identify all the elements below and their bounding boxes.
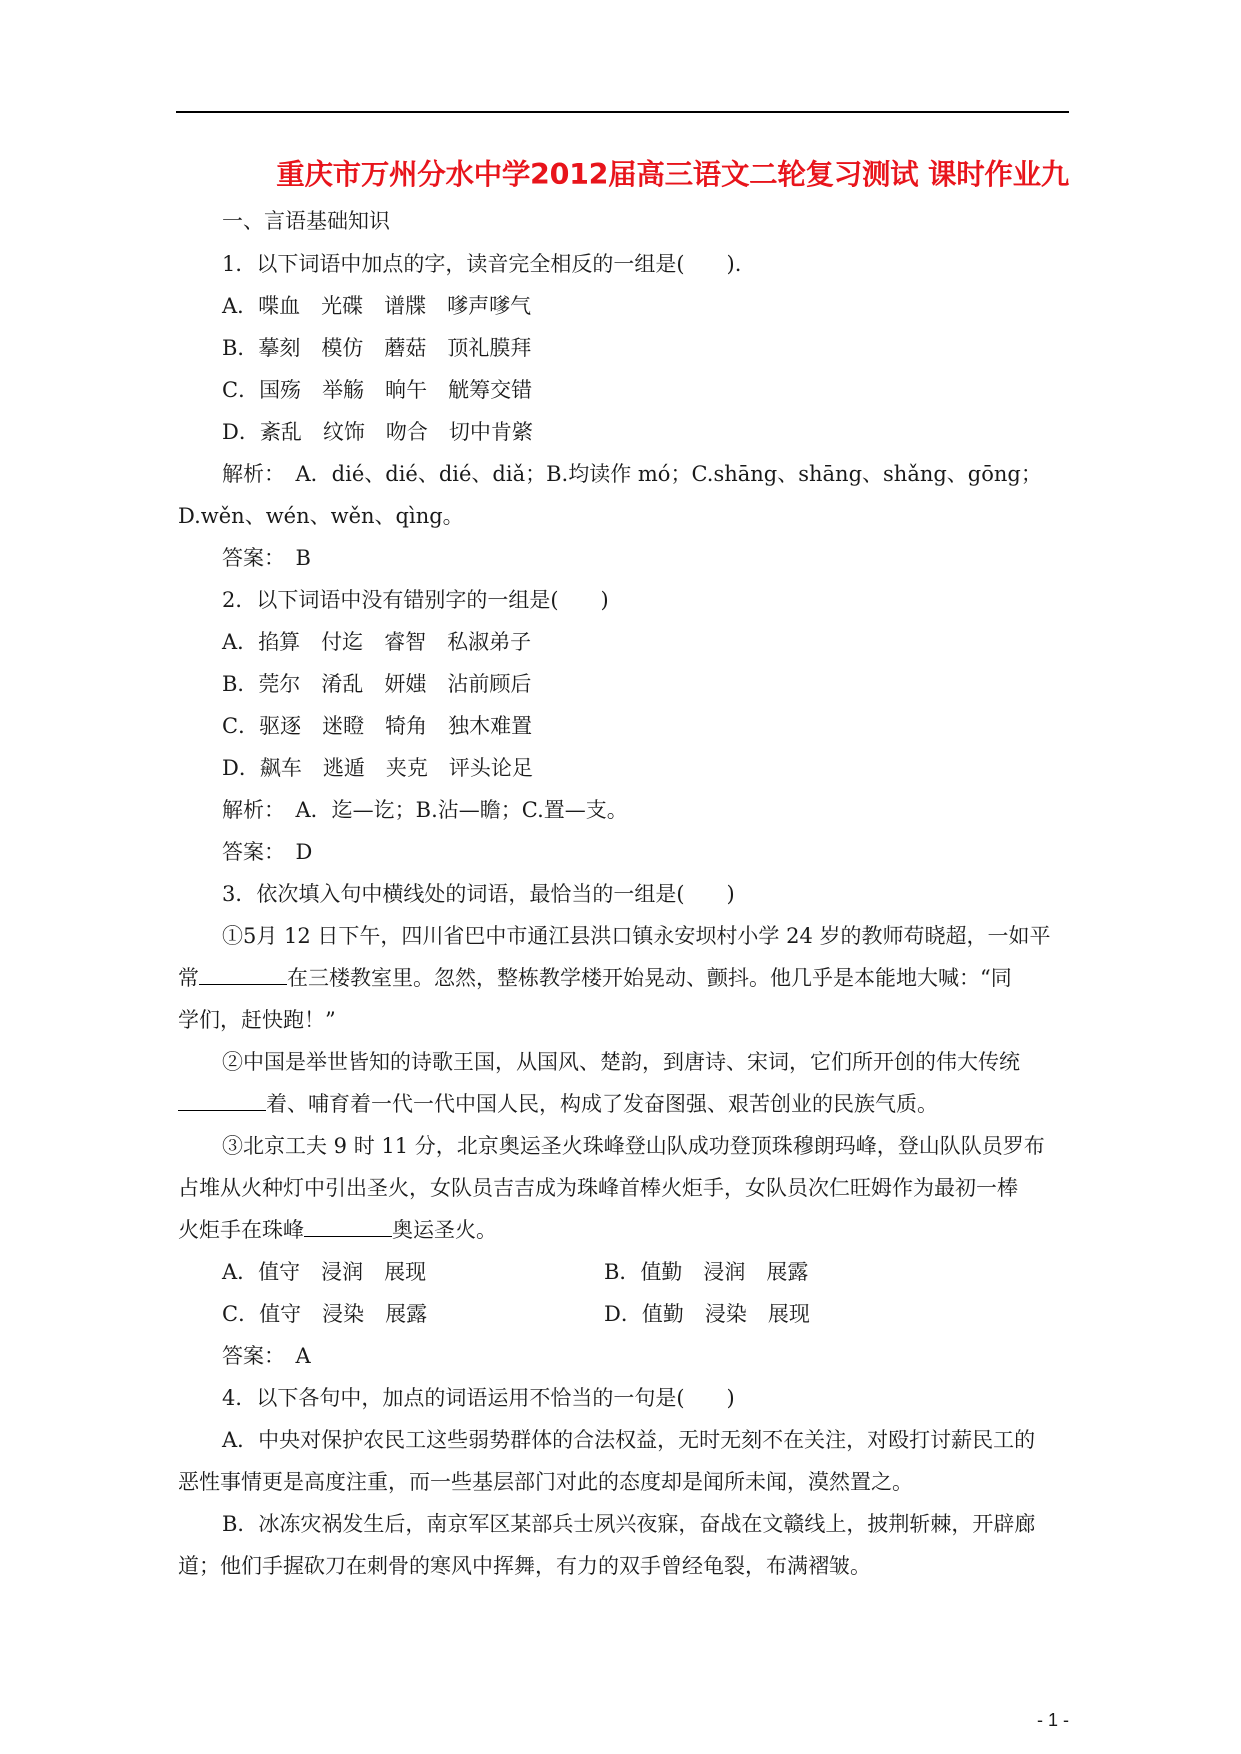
q1-analysis-cont: D.wěn、wén、wěn、qìng。 (178, 504, 464, 528)
q1-option-a: A．喋血 光碟 谱牒 嗲声嗲气 (222, 294, 532, 318)
q3-passage-2-line2 (178, 1090, 938, 1118)
q4-stem: 4．以下各句中，加点的词语运用不恰当的一句是( ) (222, 1386, 735, 1410)
q3-option-c: C．值守 浸染 展露 (222, 1302, 428, 1326)
q3-stem: 3．依次填入句中横线处的词语，最恰当的一组是( ) (222, 882, 735, 906)
q3-answer: 答案： A (222, 1344, 311, 1368)
q1-option-c: C．国殇 举觞 晌午 觥筹交错 (222, 378, 533, 402)
fill-blank-1 (199, 964, 287, 985)
q3-option-a: A．值守 浸润 展现 (222, 1260, 427, 1284)
fill-blank-3 (304, 1216, 392, 1237)
q3-passage-1-text-a: 常 (178, 966, 199, 990)
q4-option-a: A．中央对保护农民工这些弱势群体的合法权益，无时无刻不在关注，对殴打讨薪民工的 (222, 1428, 1036, 1452)
q3-passage-3-text-b: 奥运圣火。 (392, 1218, 497, 1242)
page-number: - 1 - (1036, 1710, 1069, 1730)
section-heading: 一、言语基础知识 (222, 209, 390, 233)
q4-option-b-cont: 道；他们手握砍刀在刺骨的寒风中挥舞，有力的双手曾经龟裂，布满褶皱。 (178, 1554, 871, 1578)
q2-option-c: C．驱逐 迷瞪 犄角 独木难置 (222, 714, 533, 738)
q3-passage-3: ③北京工夫 9 时 11 分，北京奥运圣火珠峰登山队成功登顶珠穆朗玛峰，登山队队员罗布 (222, 1134, 1045, 1158)
header-rule (176, 111, 1069, 113)
q3-option-d: D．值勤 浸染 展现 (604, 1302, 810, 1326)
q3-passage-2-text: 着、哺育着一代一代中国人民，构成了发奋图强、艰苦创业的民族气质。 (266, 1092, 938, 1116)
q1-answer: 答案： B (222, 546, 311, 570)
page-title: 重庆市万州分水中学2012届高三语文二轮复习测试 课时作业九 (276, 158, 1069, 191)
q3-passage-1-text-b: 在三楼教室里。忽然，整栋教学楼开始晃动、颤抖。他几乎是本能地大喊：“同 (287, 966, 1012, 990)
q2-stem: 2．以下词语中没有错别字的一组是( ) (222, 588, 609, 612)
fill-blank-2 (178, 1090, 266, 1111)
q1-stem: 1．以下词语中加点的字，读音完全相反的一组是( ). (222, 252, 742, 276)
q1-analysis: 解析： A．dié、dié、dié、diǎ；B.均读作 mó；C.shāng、shāng、shǎng、gōng； (222, 462, 1042, 486)
q2-analysis: 解析： A．迄—讫；B.沾—瞻；C.置—支。 (222, 798, 628, 822)
q2-option-d: D．飙车 逃遁 夹克 评头论足 (222, 756, 533, 780)
q3-passage-1-line3: 学们，赶快跑！” (178, 1008, 336, 1032)
q1-option-b: B．摹刻 模仿 蘑菇 顶礼膜拜 (222, 336, 532, 360)
q2-option-b: B．莞尔 淆乱 妍媸 沾前顾后 (222, 672, 532, 696)
q4-option-b: B．冰冻灾祸发生后，南京军区某部兵士夙兴夜寐，奋战在文赣线上，披荆斩棘，开辟廊 (222, 1512, 1036, 1536)
q3-passage-3-text-a: 火炬手在珠峰 (178, 1218, 304, 1242)
q4-option-a-cont: 恶性事情更是高度注重，而一些基层部门对此的态度却是闻所未闻，漠然置之。 (178, 1470, 913, 1494)
q3-passage-1: ①5月 12 日下午，四川省巴中市通江县洪口镇永安坝村小学 24 岁的教师苟晓超，一如平 (222, 924, 1051, 948)
q1-option-d: D．紊乱 纹饰 吻合 切中肯綮 (222, 420, 533, 444)
q3-passage-3-line2: 占堆从火种灯中引出圣火，女队员吉吉成为珠峰首棒火炬手，女队员次仁旺姆作为最初一棒 (178, 1176, 1018, 1200)
q3-passage-1-line2 (178, 964, 1012, 992)
q2-option-a: A．掐算 付迄 睿智 私淑弟子 (222, 630, 532, 654)
q2-answer: 答案： D (222, 840, 313, 864)
q3-passage-2: ②中国是举世皆知的诗歌王国，从国风、楚韵，到唐诗、宋词，它们所开创的伟大传统 (222, 1050, 1020, 1074)
q3-option-b: B．值勤 浸润 展露 (604, 1260, 809, 1284)
q3-passage-3-line3 (178, 1216, 497, 1244)
